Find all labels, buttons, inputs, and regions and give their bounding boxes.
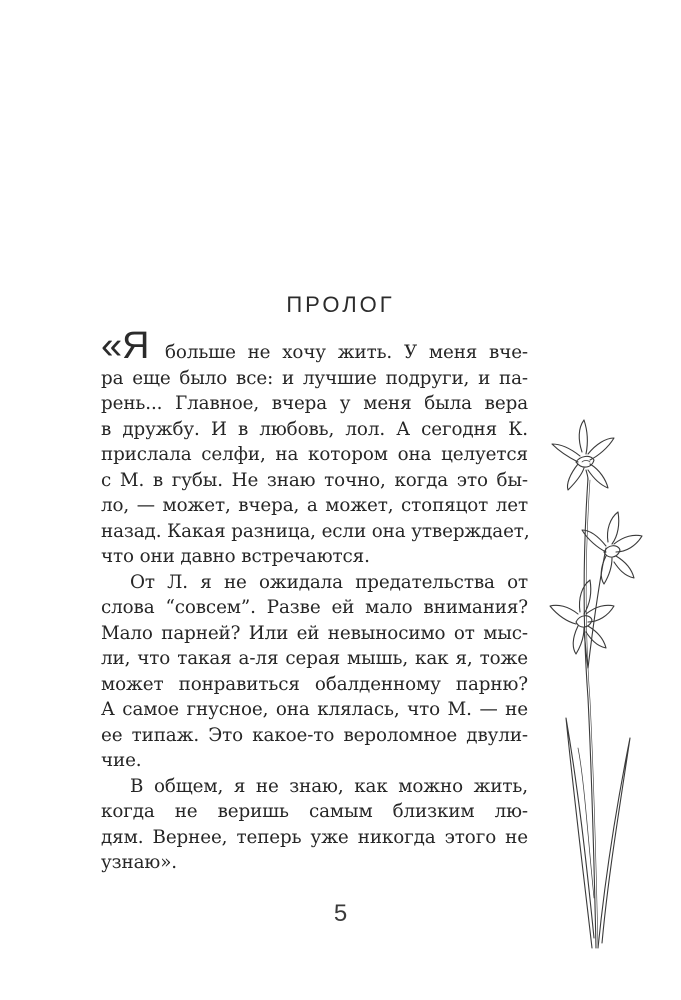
- text-line: Мало парней? Или ей невыносимо от мыс-: [101, 622, 528, 644]
- text-line: может понравиться обалденному парню?: [101, 673, 528, 695]
- text-line: прислала селфи, на котором она целуется: [101, 444, 528, 465]
- paragraph-2: [101, 570, 528, 774]
- text-line: ли, что такая а-ля серая мышь, как я, тоже: [101, 648, 528, 669]
- text-line: с М. в губы. Не знаю точно, когда это бы-: [101, 469, 528, 491]
- text-line: что они давно встречаются.: [101, 546, 370, 567]
- text-line: «Я больше не хочу жить. У меня вче-: [101, 325, 528, 367]
- text-line: рень... Главное, вчера у меня была вера: [101, 393, 528, 414]
- text-line: ло, — может, вчера, а может, стопяцот лет: [101, 495, 528, 516]
- text-line: А самое гнусное, она клялась, что М. — не: [101, 699, 528, 720]
- drop-cap: «Я: [101, 325, 150, 367]
- text-line: когда не веришь самым близким лю-: [101, 801, 528, 822]
- page-number: 5: [333, 900, 348, 927]
- text-line: слова “совсем”. Разве ей мало внимания?: [101, 597, 528, 618]
- text-line: назад. Какая разница, если она утверждает,: [101, 520, 530, 542]
- flower-middle: [582, 512, 642, 584]
- flower-lower: [550, 580, 614, 668]
- daffodil-illustration: [548, 418, 648, 958]
- text-line: чие.: [101, 750, 142, 771]
- text-line: в дружбу. И в любовь, лол. А сегодня К.: [101, 418, 528, 440]
- text-line: В общем, я не знаю, как можно жить,: [130, 775, 528, 797]
- text-line: От Л. я не ожидала предательства от: [130, 571, 528, 593]
- body-text: [101, 325, 530, 876]
- text-line: ее типаж. Это какое-то вероломное двули-: [101, 724, 528, 746]
- text-line: дям. Вернее, теперь уже никогда этого не: [101, 826, 528, 848]
- text-line: узнаю».: [101, 852, 178, 873]
- flower-top: [552, 420, 614, 490]
- paragraph-3: [101, 774, 528, 876]
- text-line: ра еще было все: и лучшие подруги, и па-: [101, 367, 528, 389]
- chapter-title: ПРОЛОГ: [286, 292, 395, 317]
- paragraph-1: [101, 325, 530, 570]
